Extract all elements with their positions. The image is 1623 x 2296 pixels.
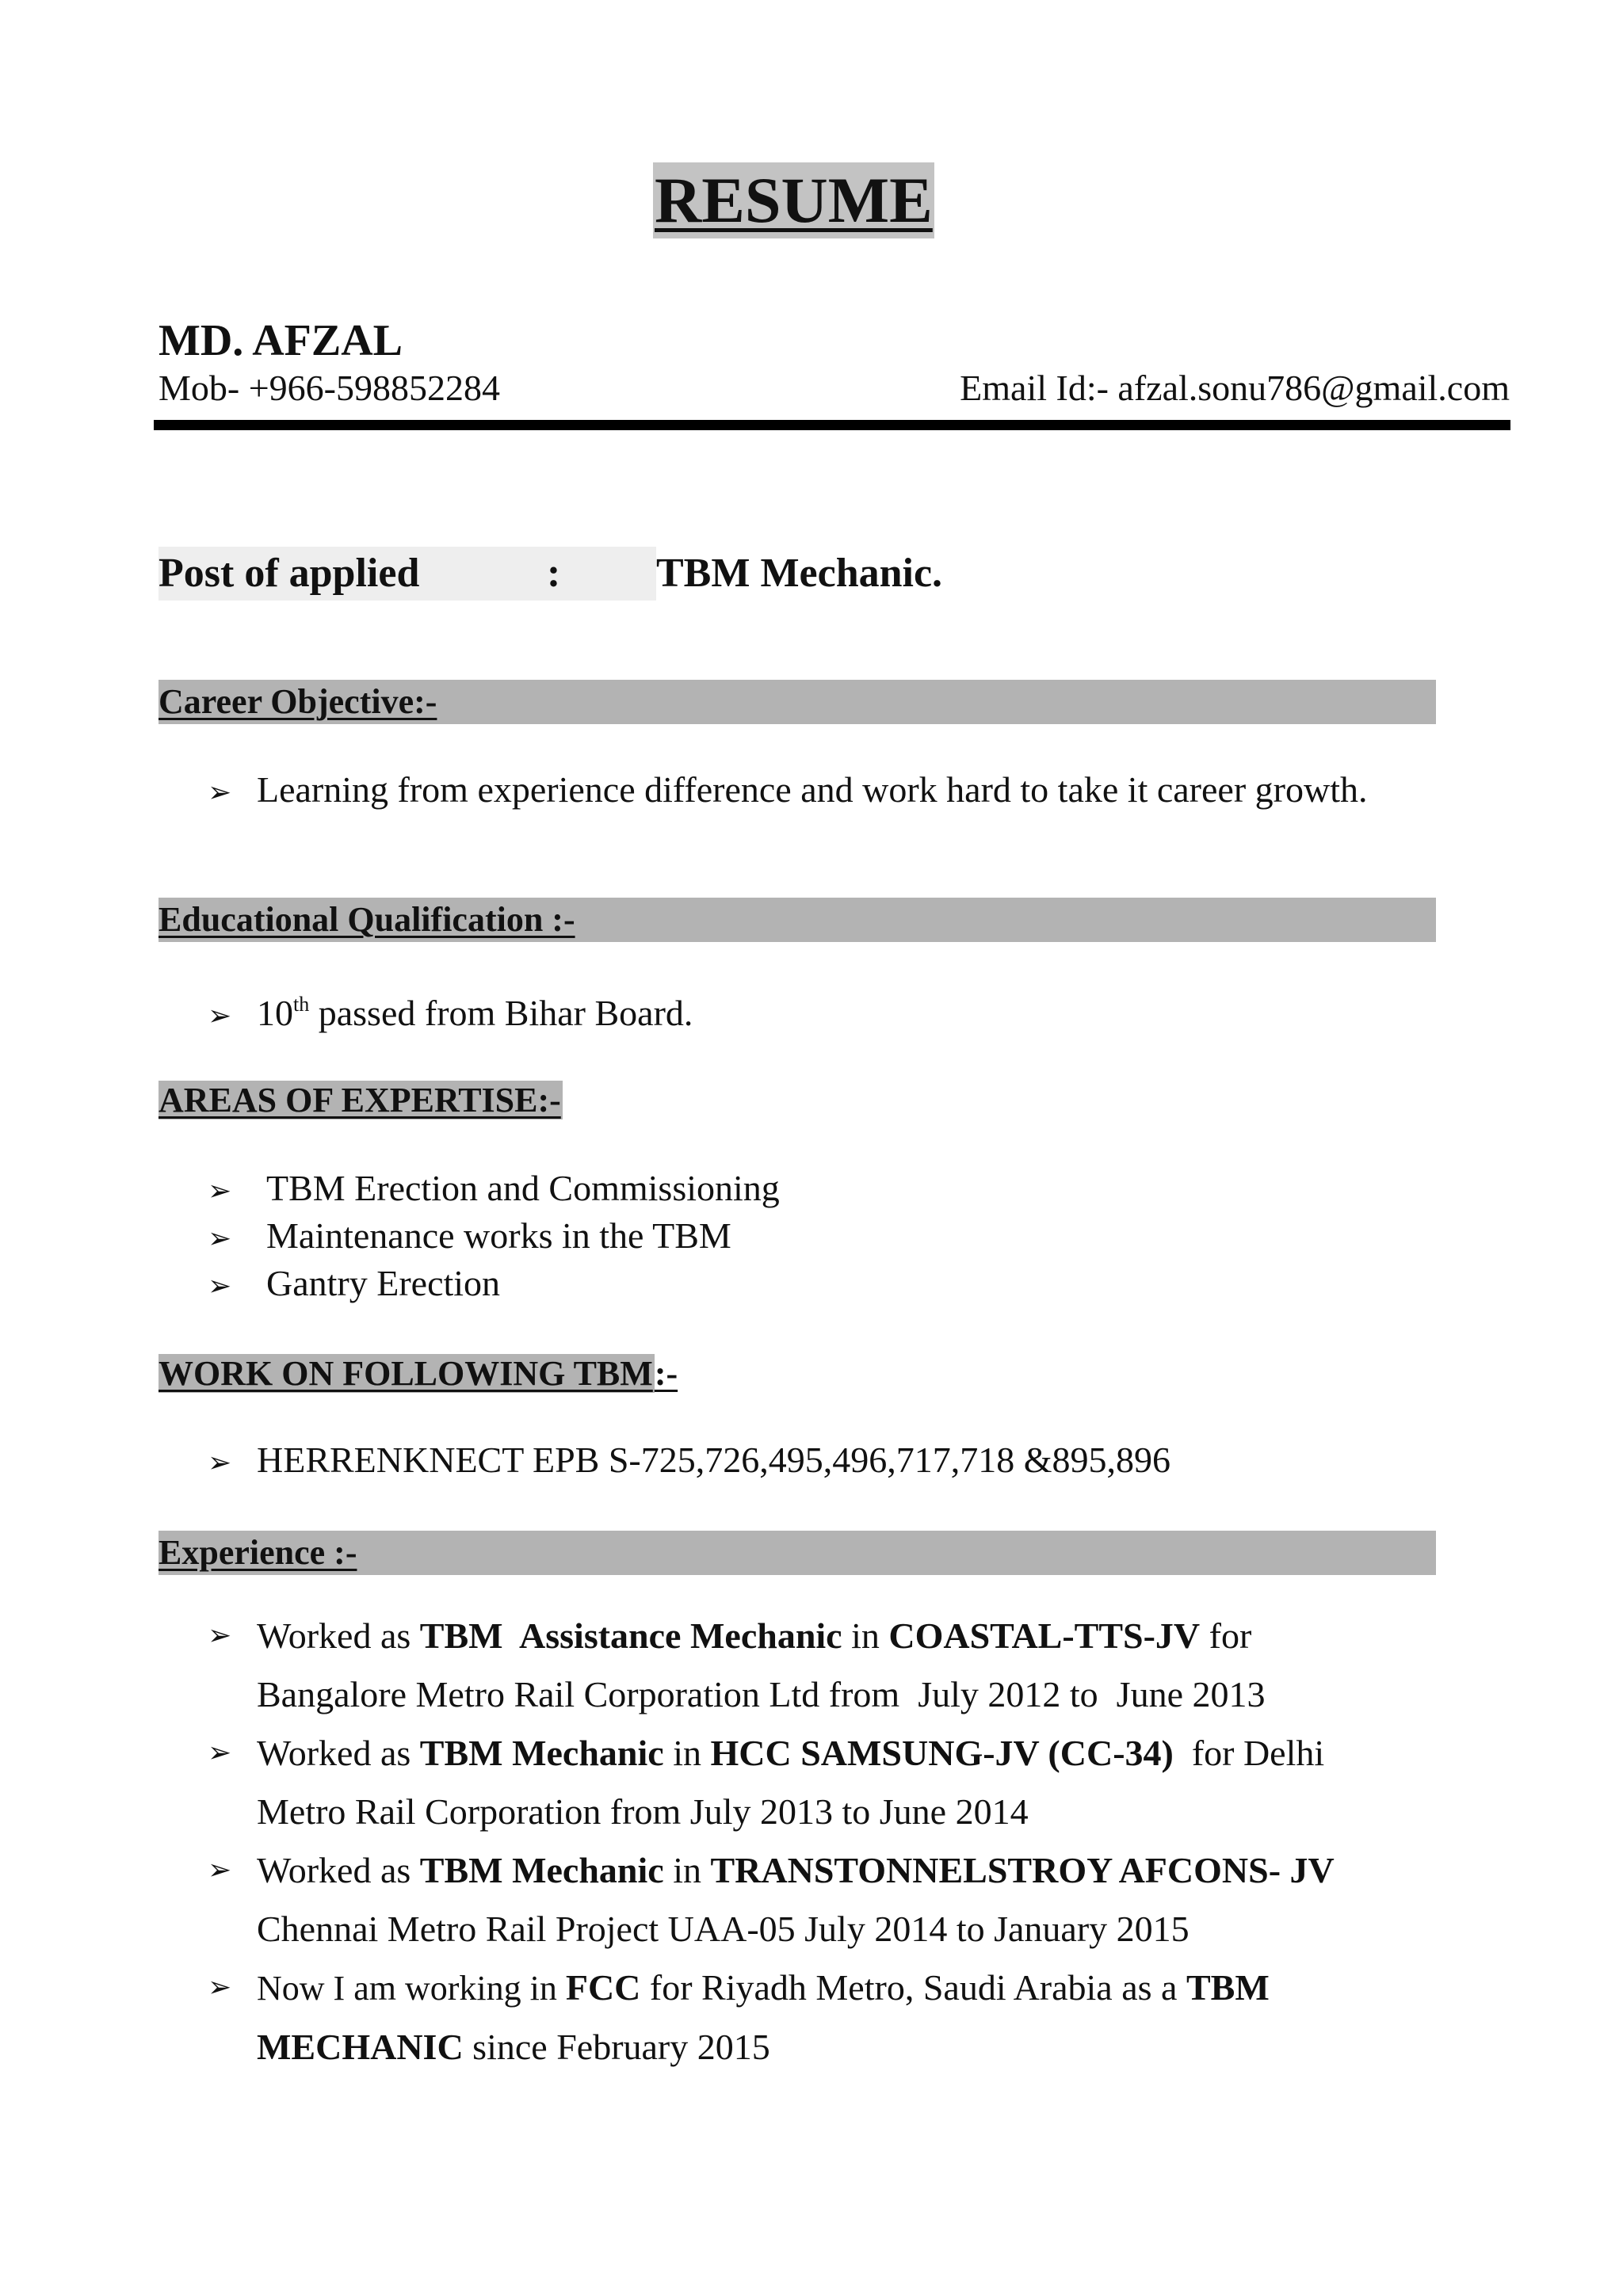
career-objective-heading: Career Objective:- <box>158 682 437 721</box>
career-objective-item: ➢ Learning from experience difference and work hard to take it career growth. <box>208 761 1367 822</box>
bullet-arrow-icon: ➢ <box>208 1619 232 1652</box>
bullet-arrow-icon: ➢ <box>208 1737 232 1769</box>
bullet-arrow-icon: ➢ <box>208 1447 232 1479</box>
bullet-arrow-icon: ➢ <box>208 1971 232 2004</box>
post-applied-label: Post of applied <box>158 551 420 596</box>
post-applied-colon: : <box>547 551 561 596</box>
mobile-number: Mob- +966-598852284 <box>158 368 500 408</box>
bullet-arrow-icon: ➢ <box>208 1175 232 1207</box>
education-heading: Educational Qualification :- <box>158 900 575 939</box>
email-address: Email Id:- afzal.sonu786@gmail.com <box>960 368 1510 408</box>
bullet-arrow-icon: ➢ <box>208 1222 232 1255</box>
expertise-item: ➢ TBM Erection and Commissioning <box>208 1165 780 1215</box>
education-item: ➢ 10th passed from Bihar Board. <box>208 984 693 1046</box>
applicant-name: MD. AFZAL <box>158 316 403 365</box>
expertise-item: ➢ Maintenance works in the TBM <box>208 1212 731 1263</box>
bullet-arrow-icon: ➢ <box>208 1854 232 1886</box>
experience-heading: Experience :- <box>158 1533 357 1572</box>
expertise-item: ➢ Gantry Erection <box>208 1260 500 1310</box>
bullet-arrow-icon: ➢ <box>208 1270 232 1302</box>
resume-title: RESUME <box>653 162 934 238</box>
experience-item: ➢ Worked as TBM Mechanic in HCC SAMSUNG-JV (CC-34) for Delhi Metro Rail Corporation from July 2013 to June 2014 <box>208 1724 1324 1841</box>
experience-item: ➢ Worked as TBM Mechanic in TRANSTONNELSTROY AFCONS- JV Chennai Metro Rail Project UAA-05 July 2014 to January 2015 <box>208 1841 1335 1958</box>
experience-item: ➢ Now I am working in FCC for Riyadh Metro, Saudi Arabia as a TBM MECHANIC since February 2015 <box>208 1958 1270 2077</box>
tbm-heading: WORK ON FOLLOWING TBM:- <box>158 1354 678 1393</box>
bullet-arrow-icon: ➢ <box>208 1000 232 1032</box>
header-divider <box>154 420 1510 430</box>
tbm-item: ➢ HERRENKNECT EPB S-725,726,495,496,717,718 &895,896 <box>208 1431 1170 1493</box>
expertise-heading: AREAS OF EXPERTISE:- <box>158 1081 561 1119</box>
bullet-arrow-icon: ➢ <box>208 776 232 809</box>
experience-item: ➢ Worked as TBM Assistance Mechanic in COASTAL-TTS-JV for Bangalore Metro Rail Corporation Ltd from July 2012 to June 2013 <box>208 1607 1265 1724</box>
post-applied-value: TBM Mechanic. <box>656 551 943 596</box>
